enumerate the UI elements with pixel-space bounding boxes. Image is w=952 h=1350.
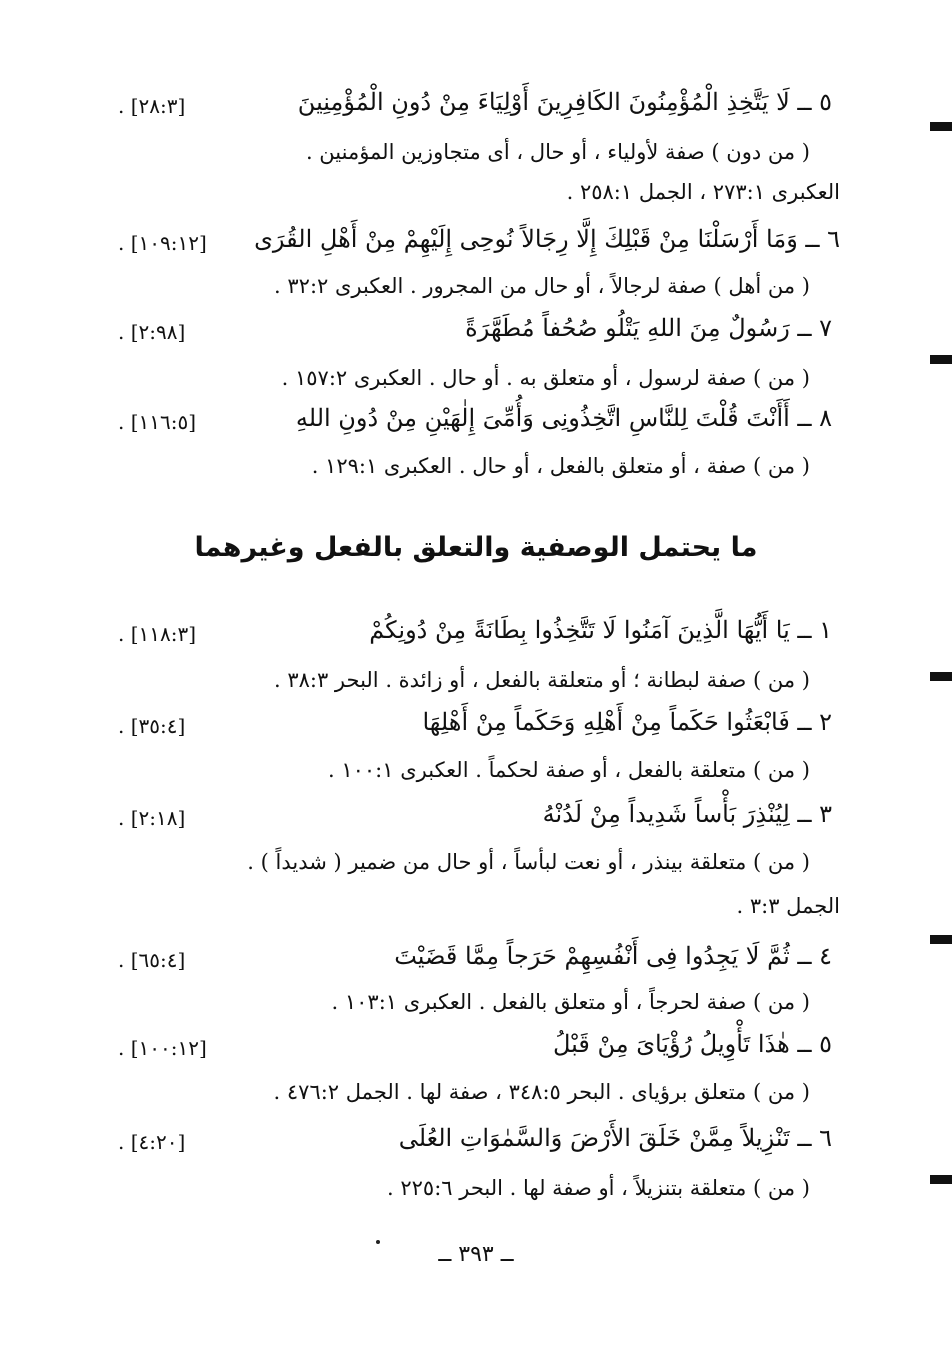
margin-mark [930,1175,952,1184]
entry-2-4-note-1: ( من ) صفة لحرجاً ، أو متعلق بالفعل . العكبرى ١٠٣:١ . [331,990,810,1014]
entry-2-1-note-1: ( من ) صفة لبطانة ؛ أو متعلقة بالفعل ، أو زائدة . البحر ٣٨:٣ . [273,668,810,692]
margin-mark [930,122,952,131]
entry-1-7-note-1: ( من ) صفة لرسول ، أو متعلق به . أو حال . العكبرى ١٥٧:٢ . [281,366,810,390]
entry-2-5-verse: ٥ ــ هٰذَا تَأْوِيلُ رُؤْيَاىَ مِنْ قَبْلُ [552,1030,832,1058]
entry-2-6-note-1: ( من ) متعلقة بتنزيلاً ، أو صفة لها . البحر ٢٢٥:٦ . [387,1176,810,1200]
entry-1-8-verse: ٨ ــ أَأَنْتَ قُلْتَ لِلنَّاسِ اتَّخِذُونِى وَأُمِّىَ إِلٰهَيْنِ مِنْ دُونِ اللهِ [295,404,832,432]
entry-2-5-note-1: ( من ) متعلق برؤياى . البحر ٣٤٨:٥ ، صفة لها . الجمل ٤٧٦:٢ . [273,1080,810,1104]
entry-2-2-ref: [٣٥:٤] . [118,714,186,738]
margin-mark [930,672,952,681]
entry-1-5-verse: ٥ ــ لَا يَتَّخِذِ الْمُؤْمِنُونَ الكَافِرِينَ أَوْلِيَاءَ مِنْ دُونِ الْمُؤْمِنِينَ [297,88,832,116]
entry-2-4-ref: [٦٥:٤] . [118,948,186,972]
entry-2-3-ref: [٢:١٨] . [118,806,186,830]
section-heading: ما يحتمل الوصفية والتعلق بالفعل وغيرهما [194,532,758,563]
margin-mark [930,935,952,944]
page-number: ــ ٣٩٣ ــ [438,1242,514,1267]
entry-1-6-ref: [١٠٩:١٢] . [118,231,207,255]
entry-1-5-ref: [٢٨:٣] . [118,94,186,118]
entry-1-6-verse: ٦ ــ وَمَا أَرْسَلْنَا مِنْ قَبْلِكَ إِلَّا رِجَالاً نُوحِى إِلَيْهِمْ مِنْ أَهْلِ القُرَى [254,225,840,253]
entry-2-1-ref: [١١٨:٣] . [118,622,197,646]
entry-1-7-ref: [٢:٩٨] . [118,320,186,344]
entry-1-5-note-1: ( من دون ) صفة لأولياء ، أو حال ، أى متجاوزين المؤمنين . [305,140,810,164]
entry-2-3-note-2: الجمل ٣:٣ . [736,894,840,918]
entry-2-3-verse: ٣ ــ لِيُنْذِرَ بَأْساً شَدِيداً مِنْ لَدُنْهُ [542,800,832,828]
scan-speck [376,1240,380,1244]
entry-2-4-verse: ٤ ــ ثُمَّ لَا يَجِدُوا فِى أَنْفُسِهِمْ حَرَجاً مِمَّا قَضَيْتَ [394,942,832,970]
entry-2-3-note-1: ( من ) متعلقة بينذر ، أو نعت لبأساً ، أو حال من ضمير ( شديداً ) . [247,850,810,874]
margin-mark [930,355,952,364]
entry-1-7-verse: ٧ ــ رَسُولٌ مِنَ اللهِ يَتْلُو صُحُفاً مُطَهَّرَةً [465,314,832,342]
entry-2-6-ref: [٤:٢٠] . [118,1130,186,1154]
entry-1-5-note-2: العكبرى ٢٧٣:١ ، الجمل ٢٥٨:١ . [566,180,840,204]
entry-2-6-verse: ٦ ــ تَنْزِيلاً مِمَّنْ خَلَقَ الأَرْضَ وَالسَّمٰوَاتِ العُلَى [398,1124,832,1152]
entry-2-2-verse: ٢ ــ فَابْعَثُوا حَكَماً مِنْ أَهْلِهِ وَحَكَماً مِنْ أَهْلِهَا [422,708,832,736]
entry-1-6-note-1: ( من أهل ) صفة لرجالاً ، أو حال من المجرور . العكبرى ٣٢:٢ . [274,274,810,298]
entry-2-2-note-1: ( من ) متعلقة بالفعل ، أو صفة لحكماً . العكبرى ١٠٠:١ . [327,758,810,782]
entry-2-1-verse: ١ ــ يَا أَيُّهَا الَّذِينَ آمَنُوا لَا تَتَّخِذُوا بِطَانَةً مِنْ دُونِكُمْ [369,616,832,644]
entry-1-8-note-1: ( من ) صفة ، أو متعلق بالفعل ، أو حال . العكبرى ١٢٩:١ . [311,454,810,478]
entry-1-8-ref: [١١٦:٥] . [118,410,197,434]
entry-2-5-ref: [١٠٠:١٢] . [118,1036,207,1060]
